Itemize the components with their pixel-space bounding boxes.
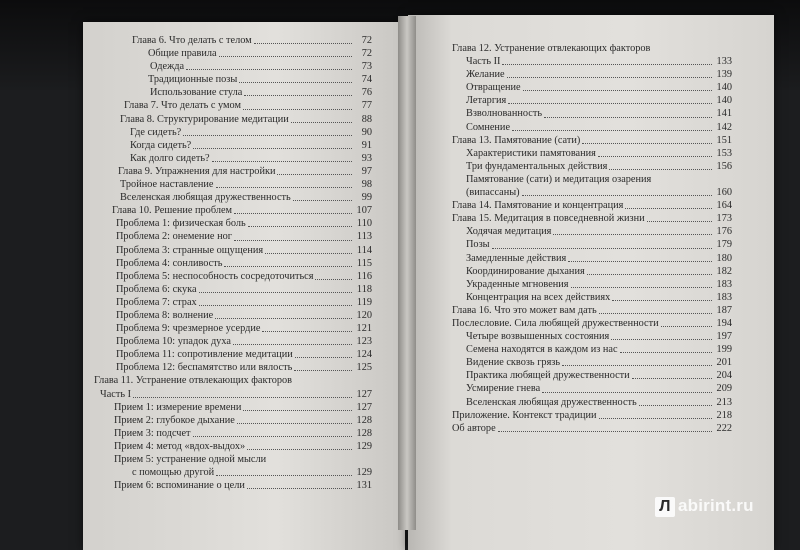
toc-page-number: 107 [356,205,372,217]
toc-entry-title: Вселенская любящая дружественность [466,396,637,408]
toc-entry [92,453,372,466]
toc-dot-leader [186,69,352,70]
toc-dot-leader [295,357,352,358]
toc-entry-title: Проблема 4: сонливость [116,257,223,269]
toc-dot-leader [507,77,712,78]
toc-page-number: 74 [361,74,372,86]
toc-entry-title: Тройное наставление [120,179,214,191]
toc-page-number: 182 [716,265,732,277]
toc-page-number: 201 [716,357,732,369]
toc-entry [92,178,372,191]
toc-dot-leader [611,339,712,340]
toc-dot-leader [183,135,352,136]
toc-dot-leader [620,352,712,353]
toc-entry [452,238,732,251]
toc-page-number: 125 [356,362,372,374]
toc-entry-title: Глава 10. Решение проблем [112,205,233,217]
toc-page-number: 131 [356,480,372,492]
toc-entry [92,388,372,401]
toc-page-number: 88 [361,113,372,125]
toc-page-number: 176 [716,226,732,238]
toc-dot-leader [598,156,712,157]
toc-entry-title: Общие правила [148,48,217,60]
toc-page-number: 127 [356,401,372,413]
toc-entry-title: Летаргия [466,95,507,107]
toc-entry [92,86,372,99]
toc-entry-title: Усмирение гнева [466,383,541,395]
toc-dot-leader [243,109,352,110]
toc-entry-title: Проблема 8: волнение [116,309,214,321]
toc-entry [452,42,732,55]
toc-page-number: 197 [716,331,732,343]
toc-dot-leader [294,370,352,371]
toc-page-number: 140 [716,82,732,94]
toc-entry [452,252,732,265]
toc-entry [452,369,732,382]
toc-entry-title: Вселенская любящая дружественность [120,192,291,204]
toc-entry-title: Практика любящей дружественности [466,370,630,382]
toc-page-number: 113 [356,231,372,243]
toc-dot-leader [199,305,352,306]
toc-dot-leader [248,226,352,227]
toc-entry [92,73,372,86]
toc-dot-leader [193,436,352,437]
toc-entry [92,34,372,47]
toc-dot-leader [571,287,712,288]
toc-entry-title: Часть II [466,56,501,68]
toc-dot-leader [632,378,712,379]
toc-entry [92,191,372,204]
toc-entry [92,99,372,112]
toc-page-number: 72 [361,48,372,60]
toc-entry-title: Прием 2: глубокое дыхание [114,414,235,426]
toc-page-number: 99 [361,192,372,204]
left-table-of-contents [92,34,372,492]
toc-entry [452,225,732,238]
toc-page-number: 127 [356,388,372,400]
toc-entry-title: Взволнованность [466,108,543,120]
toc-entry [452,212,732,225]
toc-entry [92,309,372,322]
toc-entry-title: Глава 6. Что делать с телом [132,35,252,46]
toc-dot-leader [599,313,712,314]
toc-page-number: 121 [356,323,372,335]
toc-entry-title: Глава 7. Что делать с умом [124,100,241,112]
toc-entry-title: Замедленные действия [466,252,567,264]
toc-entry-title: Проблема 2: онемение ног [116,231,232,243]
toc-dot-leader [625,208,712,209]
toc-entry-title: Памятование (сати) и медитация озарения [466,173,652,185]
toc-entry [452,81,732,94]
toc-entry-title: Прием 1: измерение времени [114,401,242,413]
toc-entry [452,147,732,160]
toc-dot-leader [262,331,352,332]
toc-page-number: 199 [716,344,732,356]
toc-page-number: 123 [356,336,372,348]
toc-entry [452,382,732,395]
toc-entry [92,440,372,453]
toc-dot-leader [599,418,712,419]
toc-page-number: 139 [716,69,732,81]
toc-entry [452,134,732,147]
toc-entry [92,230,372,243]
toc-dot-leader [647,221,712,222]
toc-page-number: 160 [716,187,732,199]
toc-dot-leader [265,253,352,254]
toc-entry-title: (випассаны) [466,187,520,199]
toc-dot-leader [224,266,352,267]
toc-page-number: 128 [356,427,372,439]
toc-entry-title: Глава 16. Что это может вам дать [452,304,597,316]
toc-dot-leader [216,187,352,188]
toc-dot-leader [247,449,352,450]
toc-entry [92,60,372,73]
toc-dot-leader [544,117,712,118]
toc-entry-title: Глава 13. Памятование (сати) [452,134,581,146]
toc-dot-leader [639,405,712,406]
toc-entry [92,257,372,270]
toc-dot-leader [277,174,352,175]
toc-page-number: 129 [356,440,372,452]
toc-entry [92,414,372,427]
toc-entry-title: с помощью другой [132,467,215,479]
toc-dot-leader [315,279,352,280]
toc-dot-leader [254,43,352,44]
toc-dot-leader [247,488,352,489]
toc-entry-title: Концентрация на всех действиях [466,291,611,303]
toc-entry-title: Проблема 12: беспамятство или вялость [116,362,293,374]
toc-entry [92,47,372,60]
toc-entry [452,330,732,343]
toc-entry [452,107,732,120]
toc-entry-title: Характеристики памятования [466,147,596,159]
toc-dot-leader [193,148,352,149]
toc-page-number: 140 [716,95,732,107]
toc-dot-leader [239,82,352,83]
toc-entry-title: Проблема 7: страх [116,296,197,308]
toc-dot-leader [498,431,712,432]
toc-entry-title: Проблема 9: чрезмерное усердие [116,323,261,335]
toc-entry-title: Часть I [100,388,132,400]
toc-dot-leader [219,56,352,57]
toc-page-number: 98 [361,179,372,191]
toc-entry-title: Где сидеть? [130,126,182,138]
book-gutter [398,16,416,530]
toc-page-number: 119 [356,296,372,308]
toc-page-number: 179 [716,239,732,251]
toc-dot-leader [216,475,352,476]
toc-dot-leader [233,344,352,345]
toc-entry [92,322,372,335]
toc-page-number: 213 [716,396,732,408]
toc-dot-leader [568,261,712,262]
toc-entry-title: Глава 12. Устранение отвлекающих факторов [452,43,651,54]
toc-page-number: 120 [356,309,372,321]
toc-page-number: 173 [716,213,732,225]
toc-entry [452,173,732,186]
toc-entry [92,244,372,257]
toc-dot-leader [199,292,352,293]
toc-dot-leader [215,318,352,319]
toc-entry-title: Четыре возвышенных состояния [466,331,610,343]
toc-entry [92,283,372,296]
toc-page-number: 118 [356,283,372,295]
toc-page-number: 93 [361,152,372,164]
toc-entry-title: Три фундаментальных действия [466,160,608,172]
toc-entry-title: Украденные мгновения [466,278,569,290]
toc-dot-leader [244,95,352,96]
toc-entry [92,427,372,440]
toc-page-number: 218 [716,409,732,421]
toc-entry-title: Глава 9. Упражнения для настройки [118,165,276,177]
toc-entry [92,466,372,479]
toc-page-number: 194 [716,317,732,329]
toc-entry-title: Проблема 5: неспособность сосредоточиться [116,270,314,282]
toc-page-number: 204 [716,370,732,382]
toc-dot-leader [291,122,352,123]
toc-entry-title: Приложение. Контекст традиции [452,409,597,421]
toc-dot-leader [612,300,712,301]
toc-page-number: 129 [356,467,372,479]
toc-entry [92,335,372,348]
toc-dot-leader [293,200,352,201]
toc-entry [452,356,732,369]
toc-dot-leader [492,248,712,249]
toc-entry-title: Глава 15. Медитация в повседневной жизни [452,213,645,225]
toc-entry-title: Семена находятся в каждом из нас [466,344,618,356]
toc-dot-leader [587,274,712,275]
toc-entry-title: Традиционные позы [148,74,238,86]
toc-dot-leader [522,195,712,196]
toc-dot-leader [523,90,712,91]
toc-dot-leader [609,169,712,170]
toc-page-number: 187 [716,304,732,316]
toc-entry [452,265,732,278]
toc-entry-title: Прием 6: вспоминание о цели [114,480,245,492]
toc-entry-title: Проблема 1: физическая боль [116,218,246,230]
labirint-logo-icon: Л [655,497,675,517]
toc-page-number: 76 [361,87,372,99]
toc-entry [92,113,372,126]
toc-entry-title: Проблема 3: странные ощущения [116,244,264,256]
toc-dot-leader [508,103,712,104]
toc-page-number: 156 [716,160,732,172]
toc-page-number: 209 [716,383,732,395]
toc-entry [452,291,732,304]
toc-entry-title: Когда сидеть? [130,139,192,151]
toc-entry [92,374,372,387]
toc-page-number: 116 [356,270,372,282]
toc-dot-leader [243,410,352,411]
toc-entry [92,479,372,492]
toc-entry [452,160,732,173]
toc-entry [92,401,372,414]
toc-entry [92,217,372,230]
toc-entry-title: Позы [466,239,490,251]
toc-dot-leader [562,365,712,366]
toc-entry [92,165,372,178]
toc-dot-leader [212,161,352,162]
toc-dot-leader [234,240,352,241]
labirint-watermark [655,496,754,517]
toc-page-number: 90 [361,126,372,138]
toc-entry-title: Глава 8. Структурирование медитации [120,113,289,125]
toc-dot-leader [542,392,712,393]
toc-page-number: 164 [716,200,732,212]
toc-entry [452,68,732,81]
watermark-text: abirint.ru [678,496,754,515]
toc-page-number: 183 [716,278,732,290]
toc-entry-title: Проблема 10: упадок духа [116,336,231,348]
toc-entry [452,343,732,356]
toc-entry [452,186,732,199]
toc-page-number: 183 [716,291,732,303]
toc-entry-title: Желание [466,69,505,81]
toc-dot-leader [237,423,352,424]
toc-page-number: 114 [356,244,372,256]
toc-page-number: 124 [356,349,372,361]
toc-entry-title: Проблема 6: скука [116,283,197,295]
toc-entry [92,152,372,165]
toc-entry [92,270,372,283]
toc-entry-title: Проблема 11: сопротивление медитации [116,349,293,361]
toc-dot-leader [234,213,352,214]
toc-page-number: 91 [361,139,372,151]
toc-entry [452,304,732,317]
toc-entry-title: Одежда [150,61,185,73]
toc-entry [452,422,732,435]
toc-entry-title: Прием 5: устранение одной мысли [114,454,267,465]
right-table-of-contents [452,42,732,435]
toc-dot-leader [661,326,712,327]
toc-entry [92,348,372,361]
toc-entry [452,94,732,107]
toc-page-number: 77 [361,100,372,112]
toc-entry-title: Видение сквозь грязь [466,357,561,369]
toc-entry-title: Сомнение [466,121,511,133]
toc-page-number: 133 [716,56,732,68]
toc-page-number: 110 [356,218,372,230]
toc-page-number: 153 [716,147,732,159]
toc-entry [452,317,732,330]
toc-dot-leader [133,397,352,398]
toc-page-number: 73 [361,61,372,73]
toc-entry-title: Координирование дыхания [466,265,585,277]
toc-entry [92,296,372,309]
toc-page-number: 72 [361,35,372,46]
toc-entry [92,204,372,217]
toc-dot-leader [553,234,712,235]
toc-entry-title: Как долго сидеть? [130,152,210,164]
toc-entry-title: Послесловие. Сила любящей дружественности [452,317,659,329]
toc-page-number: 151 [716,134,732,146]
toc-page-number: 222 [716,422,732,434]
toc-page-number: 97 [361,165,372,177]
toc-dot-leader [582,143,712,144]
toc-entry-title: Прием 4: метод «вдох-выдох» [114,440,246,452]
toc-entry-title: Глава 14. Памятование и концентрация [452,200,624,212]
toc-entry-title: Глава 11. Устранение отвлекающих факторов [94,375,293,387]
toc-entry [452,409,732,422]
toc-entry-title: Использование стула [150,87,243,99]
toc-entry [452,55,732,68]
toc-entry [92,139,372,152]
toc-entry [92,126,372,139]
toc-page-number: 128 [356,414,372,426]
toc-page-number: 142 [716,121,732,133]
toc-dot-leader [512,130,712,131]
toc-entry-title: Отвращение [466,82,521,94]
toc-entry [92,361,372,374]
toc-entry-title: Ходячая медитация [466,226,552,238]
toc-entry-title: Об авторе [452,422,496,434]
toc-page-number: 141 [716,108,732,120]
toc-page-number: 115 [356,257,372,269]
toc-entry [452,199,732,212]
toc-dot-leader [502,64,712,65]
toc-entry-title: Прием 3: подсчет [114,427,191,439]
toc-page-number: 180 [716,252,732,264]
toc-entry [452,396,732,409]
toc-entry [452,278,732,291]
toc-entry [452,121,732,134]
